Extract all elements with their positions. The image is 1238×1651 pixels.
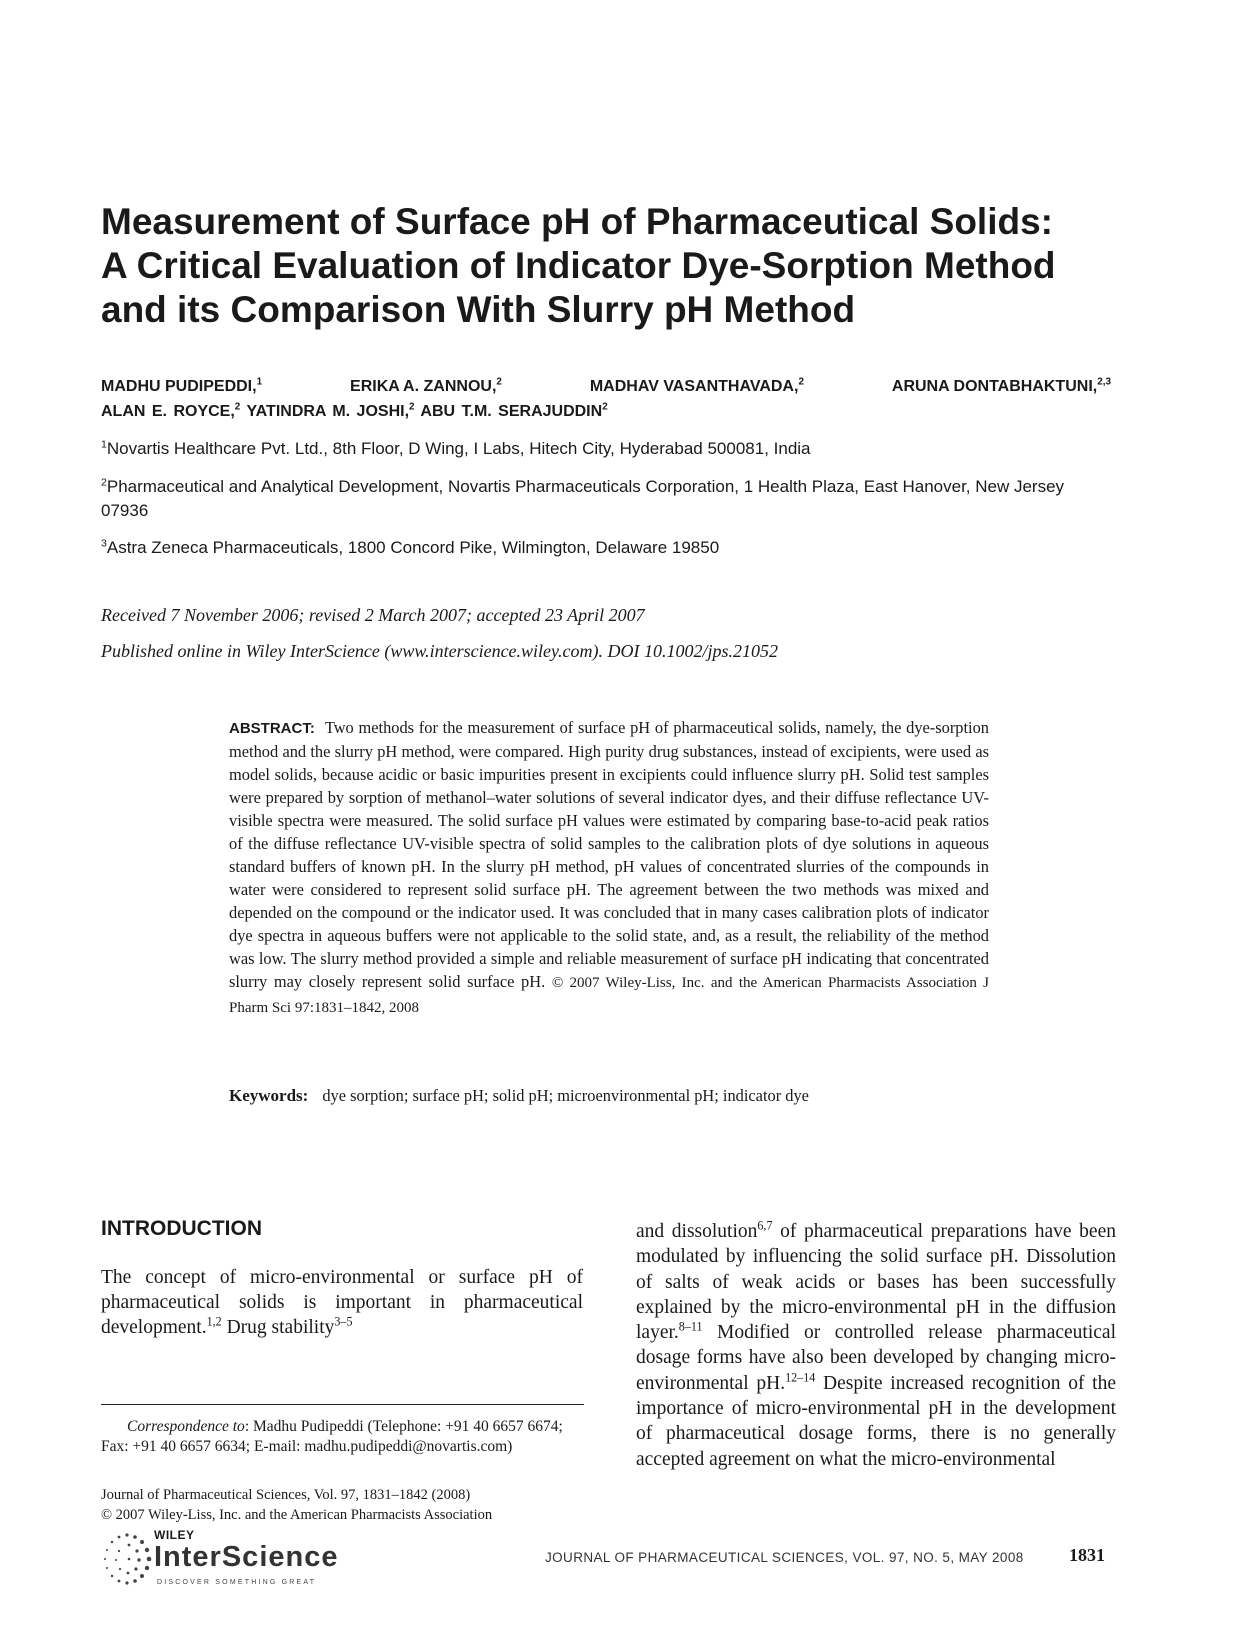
author-line-2 xyxy=(101,399,1111,424)
intro-column-1: The concept of micro-environmental or surface pH of pharmaceutical solids is important in pharmaceutical development.$^{1,2}$ Drug stability$^{3-5}$ xyxy=(101,1267,583,1338)
correspondence-footnote: Correspondence to: Madhu Pudipeddi (Telephone: +91 40 6657 6674; Fax: +91 40 6657 6634; E-mail: madhu.pudipeddi@novartis.com) xyxy=(101,1418,563,1455)
author-3: MADHAV VASANTHAVADA,$^2$ xyxy=(589,376,804,395)
author-2: ERIKA A. ZANNOU,$^2$ xyxy=(350,376,502,395)
author-7: ABU T.M. SERAJUDDIN$^2$ xyxy=(420,401,608,420)
wiley-interscience-logo xyxy=(101,1527,361,1597)
page-number: 1831 xyxy=(1069,1545,1105,1565)
copyright-line: © 2007 Wiley-Liss, Inc. and the American Pharmacists Association xyxy=(101,1507,493,1523)
published-online: Published online in Wiley InterScience (www.interscience.wiley.com). DOI 10.1002/jps.21052 xyxy=(101,641,779,661)
journal-line: Journal of Pharmaceutical Sciences, Vol. 97, 1831–1842 (2008) xyxy=(101,1487,471,1503)
author-5: ALAN E. ROYCE,$^2$ xyxy=(101,401,241,420)
journal-footnote xyxy=(101,1485,584,1525)
affiliation-3: $^3$Astra Zeneca Pharmaceuticals, 1800 Concord Pike, Wilmington, Delaware 19850 xyxy=(101,537,720,557)
intro-column-2: and dissolution$^{6,7}$ of pharmaceutical preparations have been modulated by influencing the solid surface pH. Dissolution of salts of weak acids or bases has been successfully explained by the micro-environmental pH in the diffusion layer.$^{8-11}$ Modified or controlled release pharmaceutical dosage forms have also been developed by changing micro-environmental pH.$^{12-14}$ Despite increased recognition of the importance of micro-environmental pH in the development of pharmaceutical dosage forms, there is no generally accepted agreement on what the micro-environmental xyxy=(636,1218,1116,1470)
globe-icon xyxy=(101,1531,153,1587)
author-list xyxy=(101,374,1111,424)
title-line-2: A Critical Evaluation of Indicator Dye-Sorption Method xyxy=(101,245,1056,286)
affiliation-2: $^2$Pharmaceutical and Analytical Development, Novartis Pharmaceuticals Corporation, 1 Health Plaza, East Hanover, New Jersey 07936 xyxy=(101,476,1065,520)
author-line-1 xyxy=(101,374,1111,399)
abstract-text: Two methods for the measurement of surface pH of pharmaceutical solids, namely, the dye-sorption method and the slurry pH method, were compared. High purity drug substances, instead of excipients, were used as model solids, because acidic or basic impurities present in excipients could influence slurry pH. Solid test samples were prepared by sorption of methanol–water solutions of several indicator dyes, and their diffuse reflectance UV-visible spectra were measured. The solid surface pH values were estimated by comparing base-to-acid peak ratios of the diffuse reflectance UV-visible spectra of solid samples to the calibration plots of dye solutions in aqueous standard buffers of known pH. In the slurry pH method, pH values of concentrated slurries of the compounds in water were considered to represent solid surface pH. The agreement between the two methods was mixed and depended on the compound or the indicator used. It was concluded that in many cases calibration plots of indicator dye spectra in aqueous buffers were not applicable to the solid state, and, as a result, the reliability of the method was low. The slurry method provided a simple and reliable measurement of surface pH indicating that concentrated slurry may closely represent solid surface pH. xyxy=(229,718,989,991)
keywords-text: dye sorption; surface pH; solid pH; microenvironmental pH; indicator dye xyxy=(322,1086,809,1105)
received-dates: Received 7 November 2006; revised 2 March 2007; accepted 23 April 2007 xyxy=(101,605,645,625)
logo-tagline: DISCOVER SOMETHING GREAT xyxy=(157,1579,317,1586)
introduction-heading: INTRODUCTION xyxy=(101,1217,262,1240)
wiley-wordmark: WILEY xyxy=(154,1528,195,1542)
footnote-rule xyxy=(101,1404,584,1405)
interscience-wordmark: InterScience xyxy=(154,1541,339,1573)
keywords xyxy=(229,1086,989,1106)
keywords-label: Keywords: xyxy=(229,1086,309,1105)
author-1: MADHU PUDIPEDDI,$^1$ xyxy=(101,376,263,395)
author-6: YATINDRA M. JOSHI,$^2$ xyxy=(246,401,415,420)
affiliation-1: $^1$Novartis Healthcare Pvt. Ltd., 8th Floor, D Wing, I Labs, Hitech City, Hyderabad 500081, India xyxy=(101,438,811,458)
title-line-1: Measurement of Surface pH of Pharmaceutical Solids: xyxy=(101,201,1053,242)
abstract-label: ABSTRACT: xyxy=(229,720,315,737)
title-line-3: and its Comparison With Slurry pH Method xyxy=(101,289,856,330)
running-footer: JOURNAL OF PHARMACEUTICAL SCIENCES, VOL. 97, NO. 5, MAY 2008 xyxy=(545,1550,1024,1565)
paper-title xyxy=(101,200,1141,332)
author-4: ARUNA DONTABHAKTUNI,$^{2,3}$ xyxy=(891,376,1111,395)
abstract xyxy=(229,716,989,1020)
abstract-citation: © 2007 Wiley-Liss, Inc. and the American Pharmacists Association J Pharm Sci 97:1831–1842, 2008 xyxy=(229,975,989,1016)
